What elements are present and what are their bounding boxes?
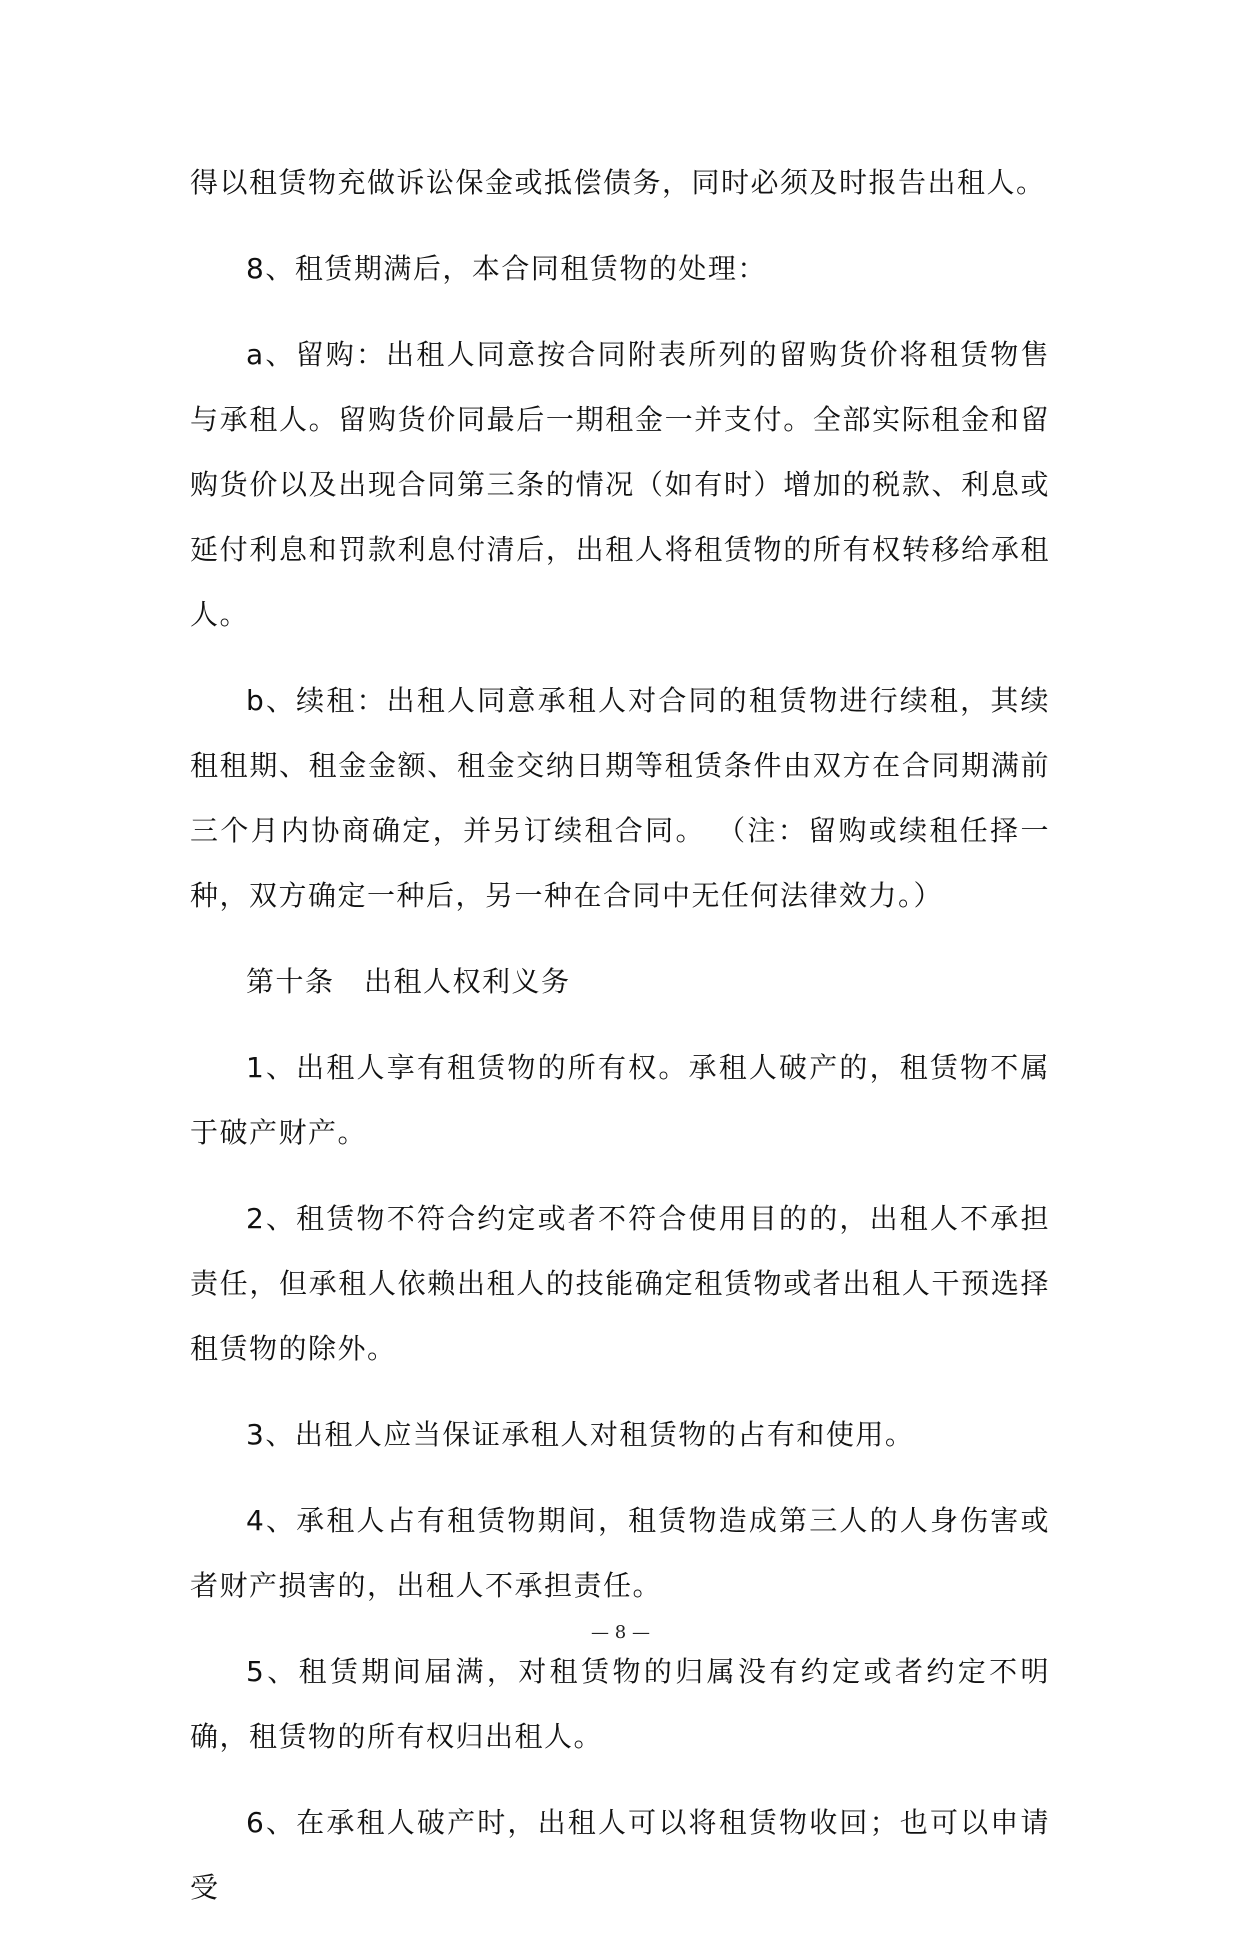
paragraph-item-1: 1、出租人享有租赁物的所有权。承租人破产的，租赁物不属于破产财产。 — [190, 1051, 1050, 1149]
paragraph-item-8: 8、租赁期满后，本合同租赁物的处理： — [246, 252, 767, 285]
paragraph-item-a-purchase: a、留购：出租人同意按合同附表所列的留购货价将租赁物售与承租人。留购货价同最后一期租金一并支付。全部实际租金和留购货价以及出现合同第三条的情况（如有时）增加的税款、利息或延付利息和罚款利息付清后，出租人将租赁物的所有权转移给承租人。 — [190, 338, 1050, 631]
paragraph-item-2: 2、租赁物不符合约定或者不符合使用目的的，出租人不承担责任，但承租人依赖出租人的技能确定租赁物或者出租人干预选择租赁物的除外。 — [190, 1202, 1050, 1365]
section-heading-article-10: 第十条 出租人权利义务 — [246, 965, 571, 998]
paragraph-item-3: 3、出租人应当保证承租人对租赁物的占有和使用。 — [246, 1418, 915, 1451]
paragraph-continuation: 得以租赁物充做诉讼保金或抵偿债务，同时必须及时报告出租人。 — [190, 166, 1046, 199]
page-number: — 8 — — [591, 1622, 650, 1643]
paragraph-item-5: 5、租赁期间届满，对租赁物的归属没有约定或者约定不明确，租赁物的所有权归出租人。 — [190, 1655, 1050, 1753]
paragraph-item-4: 4、承租人占有租赁物期间，租赁物造成第三人的人身伤害或者财产损害的，出租人不承担责任。 — [190, 1504, 1050, 1602]
document-body — [190, 150, 1050, 1941]
paragraph-item-b-renewal: b、续租：出租人同意承租人对合同的租赁物进行续租，其续租租期、租金金额、租金交纳日期等租赁条件由双方在合同期满前三个月内协商确定，并另订续租合同。 （注：留购或续租任择一种，双方确定一种后，另一种在合同中无任何法律效力。） — [190, 684, 1050, 912]
paragraph-item-6: 6、在承租人破产时，出租人可以将租赁物收回；也可以申请受 — [190, 1806, 1050, 1904]
